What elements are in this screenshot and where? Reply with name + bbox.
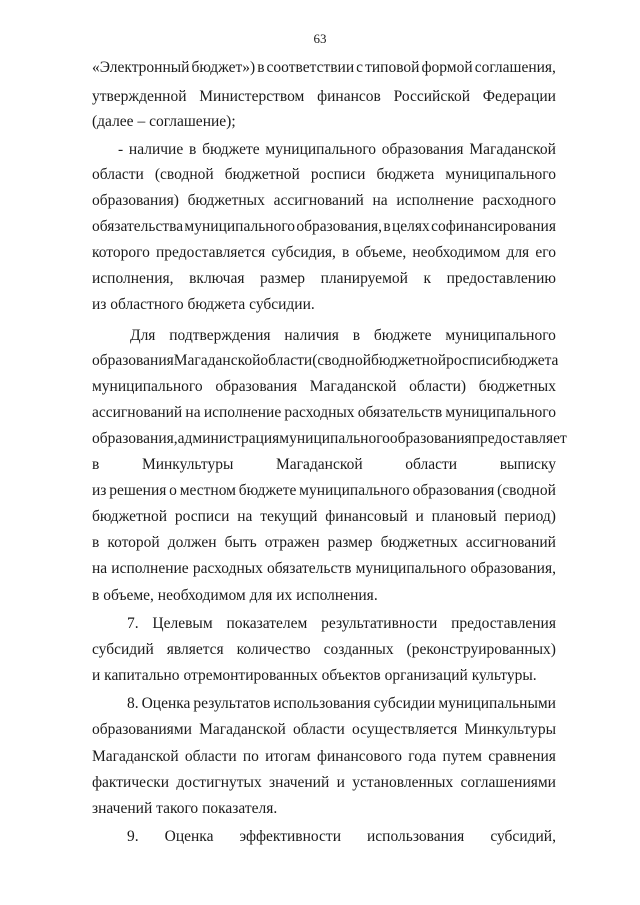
text-line: в Минкультуры Магаданской области выписку <box>92 456 556 473</box>
text-line: бюджетной росписи на текущий финансовый и плановый период) <box>92 508 556 525</box>
text-line: исполнения, включая размер планируемой к предоставлению <box>92 270 556 287</box>
text-line: образованиями Магаданской области осуществляется Минкультуры <box>92 721 556 738</box>
text-line: утвержденной Министерством финансов Российской Федерации <box>92 88 556 105</box>
text-line: ассигнований на исполнение расходных обязательств муниципального <box>92 404 556 421</box>
text-line: на исполнение расходных обязательств муниципального образования, <box>92 560 556 577</box>
text-line: которого предоставляется субсидия, в объеме, необходимом для его <box>92 244 556 261</box>
text-line: 7. Целевым показателем результативности предоставления <box>127 615 556 632</box>
text-line: субсидий является количество созданных (реконструированных) <box>92 641 556 658</box>
text-line: 9. Оценка эффективности использования субсидий, <box>127 828 556 845</box>
text-line: образования Магаданской области (сводной бюджетной росписи бюджета <box>92 352 559 369</box>
text-line: образования, администрация муниципального образования предоставляет <box>92 430 567 447</box>
text-line: (далее – соглашение); <box>92 113 236 130</box>
text-line: Магаданской области по итогам финансового года путем сравнения <box>92 748 556 765</box>
text-line: Для подтверждения наличия в бюджете муниципального <box>130 327 556 344</box>
text-line: из областного бюджета субсидии. <box>92 296 315 313</box>
text-line: образования) бюджетных ассигнований на исполнение расходного <box>92 192 556 209</box>
text-line: и капитально отремонтированных объектов организаций культуры. <box>92 667 537 684</box>
text-line: в которой должен быть отражен размер бюджетных ассигнований <box>92 534 556 551</box>
text-line: значений такого показателя. <box>92 800 278 817</box>
page-number: 63 <box>313 31 327 46</box>
text-line: 8. Оценка результатов использования субсидии муниципальными <box>127 695 556 712</box>
text-line: муниципального образования Магаданской области) бюджетных <box>92 378 556 395</box>
text-line: обязательства муниципального образования, в целях софинансирования <box>92 218 556 235</box>
text-line: области (сводной бюджетной росписи бюджета муниципального <box>92 166 556 183</box>
text-line: «Электронный бюджет») в соответствии с типовой формой соглашения, <box>92 59 556 76</box>
text-line: из решения о местном бюджете муниципального образования (сводной <box>92 482 556 499</box>
text-line: фактически достигнутых значений и установленных соглашениями <box>92 774 556 791</box>
text-line: в объеме, необходимом для их исполнения. <box>92 587 378 604</box>
text-line: - наличие в бюджете муниципального образования Магаданской <box>118 141 556 158</box>
